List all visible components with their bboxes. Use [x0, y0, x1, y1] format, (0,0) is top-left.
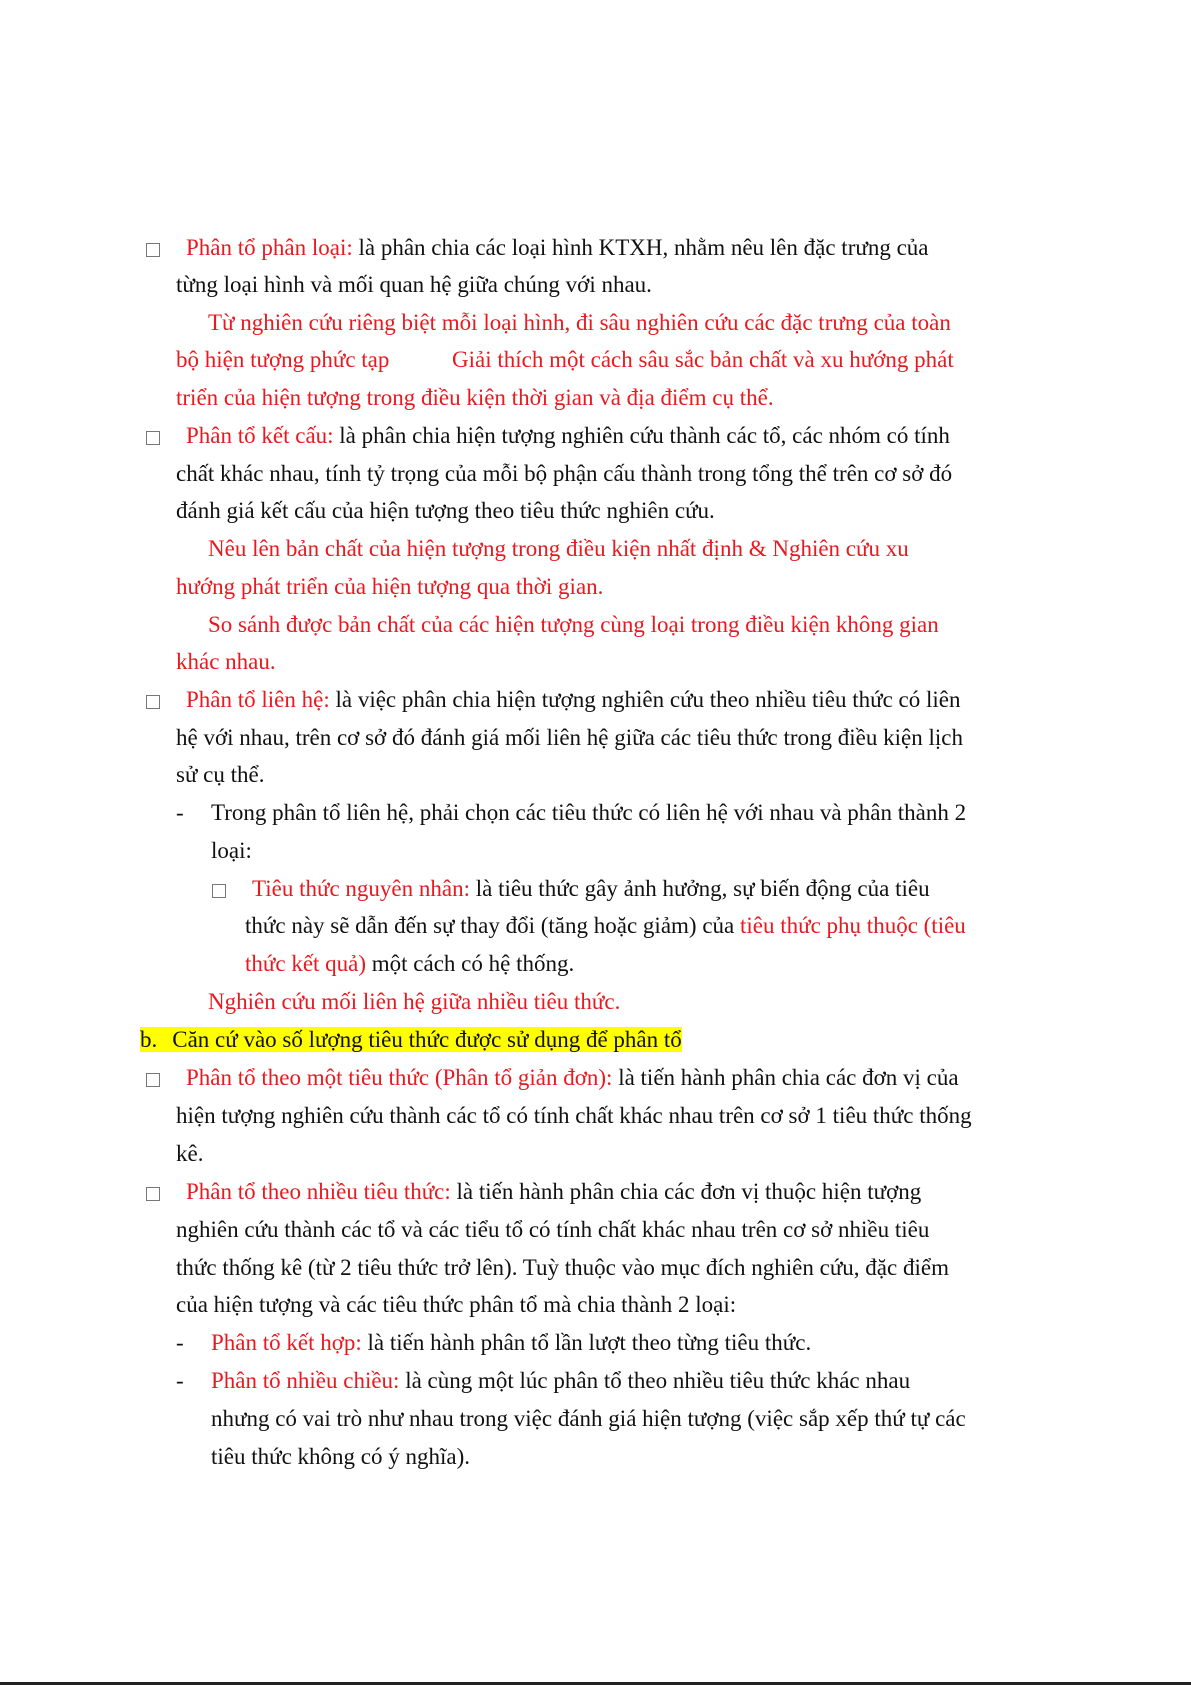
bullet-box-icon [146, 1073, 160, 1087]
dash-item-line: loại: [211, 838, 252, 863]
term-label: Tiêu thức nguyên nhân: [252, 876, 470, 901]
paragraph-line [186, 233, 929, 263]
conclusion-line: bộ hiện tượng phức tạp [176, 347, 390, 372]
dash-item-line: nhưng có vai trò như nhau trong việc đánh giá hiện tượng (việc sắp xếp thứ tự các [211, 1406, 966, 1431]
term-label: Phân tổ phân loại: [186, 235, 353, 260]
paragraph-line [186, 1063, 959, 1093]
dash-item-line: tiêu thức không có ý nghĩa). [211, 1444, 471, 1469]
sub-item-line [245, 911, 966, 941]
paragraph-text: thức này sẽ dẫn đến sự thay đổi (tăng hoặc giảm) của [245, 913, 740, 938]
paragraph-line: kê. [176, 1141, 204, 1166]
conclusion-line: Nghiên cứu mối liên hệ giữa nhiều tiêu thức. [208, 989, 621, 1014]
conclusion-line: Giải thích một cách sâu sắc bản chất và xu hướng phát [452, 347, 954, 372]
dash-item-line [211, 1366, 910, 1396]
bullet-box-icon [146, 1187, 160, 1201]
sub-item-line [245, 949, 574, 979]
bullet-box-icon [146, 431, 160, 445]
paragraph-text: là tiến hành phân chia các đơn vị thuộc hiện tượng [450, 1179, 922, 1204]
dash-item-line: Trong phân tổ liên hệ, phải chọn các tiêu thức có liên hệ với nhau và phân thành 2 [211, 800, 967, 825]
paragraph-line: nghiên cứu thành các tổ và các tiểu tổ có tính chất khác nhau trên cơ sở nhiều tiêu [176, 1217, 930, 1242]
conclusion-line: Nêu lên bản chất của hiện tượng trong điều kiện nhất định & Nghiên cứu xu [208, 536, 909, 561]
section-heading [140, 1025, 682, 1055]
term-label: thức kết quả) [245, 951, 367, 976]
paragraph-line: của hiện tượng và các tiêu thức phân tổ mà chia thành 2 loại: [176, 1292, 737, 1317]
sub-item-line [252, 874, 930, 904]
paragraph-text: là tiến hành phân chia các đơn vị của [612, 1065, 959, 1090]
term-label: Phân tổ theo một tiêu thức (Phân tổ giản đơn): [186, 1065, 613, 1090]
term-label: Phân tổ kết cấu: [186, 423, 334, 448]
paragraph-text: một cách có hệ thống. [366, 951, 575, 976]
dash-item-line [211, 1328, 811, 1358]
heading-number: b. [140, 1027, 158, 1052]
dash-marker: - [176, 800, 184, 825]
paragraph-line: sử cụ thể. [176, 762, 265, 787]
term-label: tiêu thức phụ thuộc (tiêu [740, 913, 966, 938]
paragraph-text: là việc phân chia hiện tượng nghiên cứu theo nhiều tiêu thức có liên [329, 687, 961, 712]
term-label: Phân tổ kết hợp: [211, 1330, 362, 1355]
paragraph-line: hiện tượng nghiên cứu thành các tổ có tính chất khác nhau trên cơ sở 1 tiêu thức thống [176, 1103, 972, 1128]
bullet-box-icon [212, 884, 226, 898]
heading-text: Căn cứ vào số lượng tiêu thức được sử dụng để phân tổ [172, 1027, 682, 1052]
dash-marker: - [176, 1330, 184, 1355]
conclusion-line: triển của hiện tượng trong điều kiện thời gian và địa điểm cụ thể. [176, 385, 774, 410]
paragraph-text: là phân chia các loại hình KTXH, nhằm nêu lên đặc trưng của [352, 235, 929, 260]
paragraph-text: là tiến hành phân tổ lần lượt theo từng tiêu thức. [361, 1330, 812, 1355]
conclusion-line: So sánh được bản chất của các hiện tượng cùng loại trong điều kiện không gian [208, 612, 939, 637]
paragraph-line [186, 685, 961, 715]
conclusion-line: hướng phát triển của hiện tượng qua thời gian. [176, 574, 604, 599]
paragraph-line: đánh giá kết cấu của hiện tượng theo tiêu thức nghiên cứu. [176, 498, 715, 523]
paragraph-text: là tiêu thức gây ảnh hưởng, sự biến động của tiêu [469, 876, 930, 901]
dash-marker: - [176, 1368, 184, 1393]
heading-label [140, 1027, 682, 1052]
paragraph-line: thức thống kê (từ 2 tiêu thức trở lên). Tuỳ thuộc vào mục đích nghiên cứu, đặc điểm [176, 1255, 949, 1280]
bullet-box-icon [146, 695, 160, 709]
conclusion-line: khác nhau. [176, 649, 276, 674]
paragraph-line: chất khác nhau, tính tỷ trọng của mỗi bộ phận cấu thành trong tổng thể trên cơ sở đó [176, 461, 953, 486]
paragraph-line [186, 421, 950, 451]
term-label: Phân tổ nhiều chiều: [211, 1368, 400, 1393]
term-label: Phân tổ liên hệ: [186, 687, 330, 712]
paragraph-line: từng loại hình và mối quan hệ giữa chúng với nhau. [176, 272, 652, 297]
term-label: Phân tổ theo nhiều tiêu thức: [186, 1179, 451, 1204]
paragraph-text: là phân chia hiện tượng nghiên cứu thành các tổ, các nhóm có tính [333, 423, 950, 448]
paragraph-line: hệ với nhau, trên cơ sở đó đánh giá mối liên hệ giữa các tiêu thức trong điều kiện lịch [176, 725, 963, 750]
bullet-box-icon [146, 243, 160, 257]
paragraph-text: là cùng một lúc phân tổ theo nhiều tiêu thức khác nhau [399, 1368, 911, 1393]
conclusion-line: Từ nghiên cứu riêng biệt mỗi loại hình, đi sâu nghiên cứu các đặc trưng của toàn [208, 310, 951, 335]
paragraph-line [186, 1177, 921, 1207]
